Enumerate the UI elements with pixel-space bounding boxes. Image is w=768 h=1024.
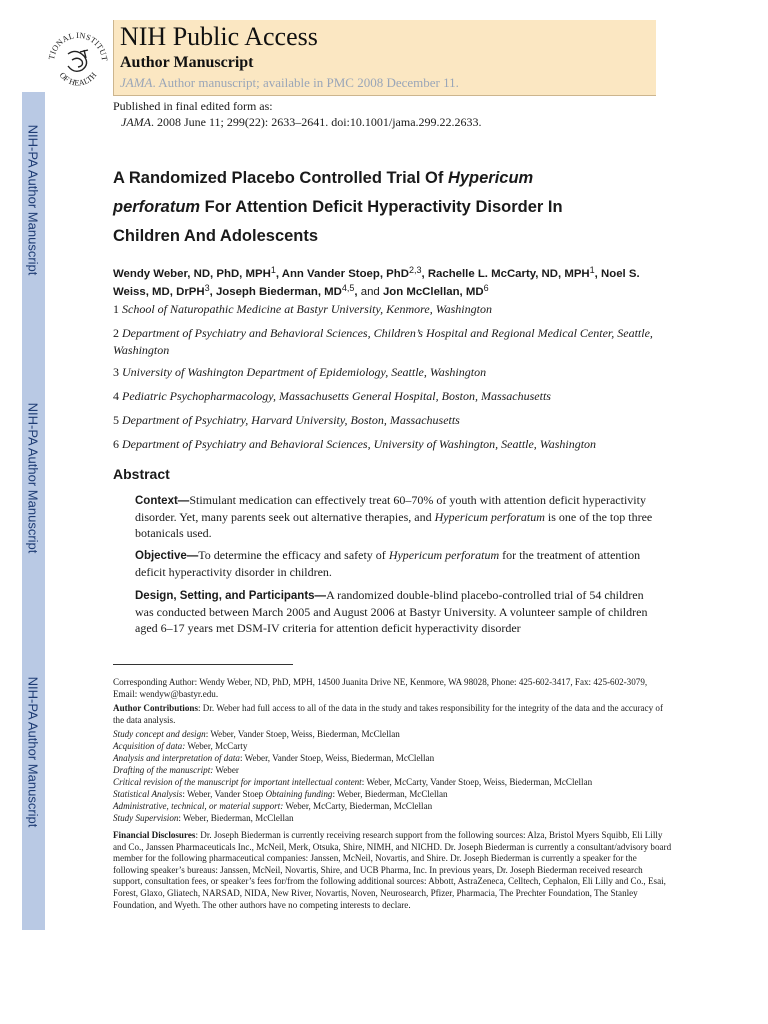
affiliation: 1 School of Naturopathic Medicine at Bastyr University, Kenmore, Washington [113, 302, 492, 316]
availability-line: JAMA. Author manuscript; available in PMC 2008 December 11. [120, 75, 459, 90]
author-name: Joseph Biederman, MD [215, 286, 342, 298]
contribution-role: Administrative, technical, or material support: Weber, McCarty, Biederman, McClellan [113, 801, 433, 811]
author-name: Rachelle L. McCarty, ND, MPH [427, 268, 590, 280]
author-name: Jon McClellan, MD [382, 286, 484, 298]
abstract-context: Context—Stimulant medication can effectively treat 60–70% of youth with attention deficit hyperactivity disorder. Yet, many parents seek out alternative therapies, and Hypericum perforatum is one of the top three botanicals used. [135, 493, 653, 540]
corresponding-author: Corresponding Author: Wendy Weber, ND, PhD, MPH, 14500 Juanita Drive NE, Kenmore, WA 98028, Phone: 425-602-3417, Fax: 425-602-3079, Email: wendyw@bastyr.edu. [113, 677, 648, 699]
affiliation: 2 Department of Psychiatry and Behavioral Sciences, Children’s Hospital and Regional Medical Center, Seattle, Washington [113, 326, 653, 357]
contribution-role: Drafting of the manuscript: Weber [113, 765, 239, 775]
affiliation: 4 Pediatric Psychopharmacology, Massachusetts General Hospital, Boston, Massachusetts [113, 389, 551, 403]
contribution-role: Acquisition of data: Weber, McCarty [113, 741, 248, 751]
nih-seal-icon [44, 20, 112, 94]
nih-public-access-header [113, 20, 656, 96]
nih-logo [44, 20, 112, 94]
citation-line: JAMA. 2008 June 11; 299(22): 2633–2641. doi:10.1001/jama.299.22.2633. [121, 115, 482, 129]
affiliation: 3 University of Washington Department of Epidemiology, Seattle, Washington [113, 365, 487, 379]
author-contributions: Author Contributions: Dr. Weber had full access to all of the data in the study and takes responsibility for the integrity of the data and the accuracy of the data analysis. [113, 703, 663, 725]
financial-disclosures: Financial Disclosures: Dr. Joseph Biederman is currently receiving research support from the following sources: Alza, Bristol Myers Squibb, Eli Lilly and Co., Janssen Pharmaceuticals Inc., McNeil, Merk, Otsuka, Shire, NIMH, and NICHD. Dr. Joseph Biederman is currently a consultant/advisory board member for the following pharmaceutical companies: Janssen, McNeil, Novartis, and Shire. Dr. Joseph Biederman is currently a speaker for the following speaker’s bureaus: Janssen, McNeil, Novartis, Shire, and UCB Pharma, Inc. In previous years, Dr. Joseph Biederman received research support, consultation fees, or speaker’s fees for/from the following additional sources: Abbott, AstraZeneca, Celltech, Cephalon, Eli Lilly and Co., Esai, Forest, Glaxo, Gliatech, NARSAD, NIDA, New River, Novartis, Noven, Neurosearch, Pfizer, Pharmacia, The Prechter Foundation, The Stanley Foundation, and Wyeth. The other authors have no competing interests to declare. [113, 830, 672, 910]
svg-text:NATIONAL INSTITUTES: TIONAL INSTITUT [47, 30, 110, 62]
contribution-role: Study Supervision: Weber, Biederman, McClellan [113, 813, 294, 823]
contribution-role: Critical revision of the manuscript for important intellectual content: Weber, McCarty, Vander Stoep, Weiss, Biederman, McClellan [113, 777, 593, 787]
contribution-role: Study concept and design: Weber, Vander Stoep, Weiss, Biederman, McClellan [113, 729, 400, 739]
author-name: Ann Vander Stoep, PhD [281, 268, 409, 280]
abstract-objective: Objective—To determine the efficacy and safety of Hypericum perforatum for the treatment of attention deficit hyperactivity disorder in children. [135, 548, 641, 579]
author-name: Wendy Weber, ND, PhD, MPH [113, 268, 271, 280]
svg-text:OF HEALTH: OF HEALTH [57, 70, 99, 88]
published-label: Published in final edited form as: [113, 99, 273, 113]
author-name: Noel S. Weiss, MD, DrPH [113, 268, 640, 298]
published-citation [113, 98, 482, 130]
footnote-divider [113, 664, 293, 665]
affiliation: 5 Department of Psychiatry, Harvard University, Boston, Massachusetts [113, 413, 460, 427]
abstract-design: Design, Setting, and Participants—A randomized double-blind placebo-controlled trial of 54 children was conducted between March 2005 and August 2006 at Bastyr University. A volunteer sample of children aged 6–17 years met DSM-IV criteria for attention deficit hyperactivity disorder [135, 588, 648, 635]
contribution-role: Statistical Analysis: Weber, Vander Stoep Obtaining funding: Weber, Biederman, McClellan [113, 789, 448, 799]
article-title: A Randomized Placebo Controlled Trial Of Hypericum perforatum For Attention Deficit Hyperactivity Disorder In Children And Adolescents [113, 169, 563, 245]
abstract-heading: Abstract [113, 466, 170, 482]
header-subtitle: Author Manuscript [120, 54, 254, 71]
author-list: Wendy Weber, ND, PhD, MPH$^1$, Ann Vander Stoep, PhD$^{2,3}$, Rachelle L. McCarty, ND, MPH$^1$, Noel S. Weiss, MD, DrPH$^3$, Joseph Biederman, MD$^{4,5}$, and Jon McClellan, $MD^6$ [113, 265, 640, 298]
header-title: NIH Public Access [120, 22, 318, 51]
affiliation: 6 Department of Psychiatry and Behavioral Sciences, University of Washington, Seattle, Washington [113, 437, 597, 451]
contribution-role: Analysis and interpretation of data: Weber, Vander Stoep, Weiss, Biederman, McClellan [113, 753, 435, 763]
